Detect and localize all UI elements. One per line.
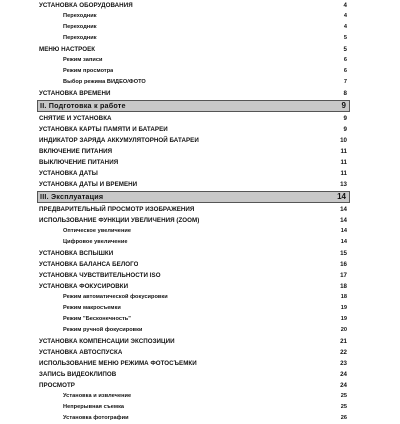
toc-entry-title: УСТАНОВКА ДАТЫ bbox=[39, 170, 98, 177]
toc-entry-page: 25 bbox=[340, 393, 347, 399]
toc-entry-page: 18 bbox=[340, 294, 347, 300]
toc-entry-page: 9 bbox=[341, 101, 346, 110]
toc-entry-title: Непрерывная съемка bbox=[63, 404, 125, 410]
toc-entry bbox=[37, 270, 350, 281]
toc-entry bbox=[37, 402, 350, 413]
toc-entry-title: Оптическое увеличение bbox=[63, 228, 132, 234]
toc-entry-page: 11 bbox=[340, 159, 347, 166]
toc-entry bbox=[37, 303, 350, 314]
toc-entry bbox=[37, 146, 350, 157]
toc-entry bbox=[37, 413, 350, 424]
toc-entry-title: Переходник bbox=[63, 13, 97, 19]
toc-entry-title: ИСПОЛЬЗОВАНИЕ ФУНКЦИИ УВЕЛИЧЕНИЯ (ZOOM) bbox=[39, 217, 200, 224]
toc-entry bbox=[37, 336, 350, 347]
toc-entry-title: III. Эксплуатация bbox=[40, 192, 104, 201]
toc-entry bbox=[37, 380, 350, 391]
toc-entry-title: УСТАНОВКА ЧУВСТВИТЕЛЬНОСТИ ISO bbox=[39, 272, 161, 279]
toc-entry bbox=[37, 124, 350, 135]
toc-entry-page: 23 bbox=[340, 360, 347, 367]
toc-entry-title: Переходник bbox=[63, 24, 97, 30]
toc-entry bbox=[37, 292, 350, 303]
toc-entry-title: Режим "Бесконечность" bbox=[63, 316, 131, 322]
toc-entry bbox=[37, 347, 350, 358]
toc-entry bbox=[37, 11, 350, 22]
toc-entry bbox=[37, 55, 350, 66]
toc-entry bbox=[37, 314, 350, 325]
toc-entry-title: Режим просмотра bbox=[63, 68, 114, 74]
toc-entry-page: 14 bbox=[340, 228, 347, 234]
toc-entry-page: 17 bbox=[340, 272, 347, 279]
toc-entry-title: ИСПОЛЬЗОВАНИЕ МЕНЮ РЕЖИМА ФОТОСЪЕМКИ bbox=[39, 360, 197, 367]
toc-entry-page: 25 bbox=[340, 404, 347, 410]
toc-entry-page: 14 bbox=[340, 206, 347, 213]
toc-entry-page: 4 bbox=[343, 13, 347, 19]
toc-entry bbox=[37, 77, 350, 88]
toc-entry bbox=[37, 135, 350, 146]
toc-entry-page: 22 bbox=[340, 349, 347, 356]
toc-entry-page: 19 bbox=[340, 316, 347, 322]
toc-entry-page: 11 bbox=[340, 170, 347, 177]
toc-entry-page: 26 bbox=[340, 415, 347, 421]
toc-entry-page: 13 bbox=[340, 181, 347, 188]
toc-entry-page: 4 bbox=[343, 24, 347, 30]
toc-entry bbox=[37, 168, 350, 179]
toc-entry-page: 11 bbox=[340, 148, 347, 155]
toc-entry-title: Режим автоматической фокусировки bbox=[63, 294, 168, 300]
toc-entry-page: 9 bbox=[343, 115, 347, 122]
toc-entry-title: ВЫКЛЮЧЕНИЕ ПИТАНИЯ bbox=[39, 159, 119, 166]
toc-entry-title: Переходник bbox=[63, 35, 97, 41]
toc-entry-page: 18 bbox=[340, 283, 347, 290]
toc-entry-title: УСТАНОВКА БАЛАНСА БЕЛОГО bbox=[39, 261, 139, 268]
toc-entry-page: 8 bbox=[343, 90, 347, 97]
toc-entry bbox=[37, 113, 350, 124]
toc-entry-title: Режим записи bbox=[63, 57, 103, 63]
toc-entry-title: УСТАНОВКА АВТОСПУСКА bbox=[39, 349, 123, 356]
toc-entry bbox=[37, 22, 350, 33]
toc-entry-page: 19 bbox=[340, 305, 347, 311]
toc-entry-title: УСТАНОВКА ВРЕМЕНИ bbox=[39, 90, 111, 97]
toc-entry-title: УСТАНОВКА ОБОРУДОВАНИЯ bbox=[39, 2, 133, 9]
toc-entry-title: Установка фотографии bbox=[63, 415, 129, 421]
toc-entry-title: Режим макросъемки bbox=[63, 305, 121, 311]
toc-entry-page: 6 bbox=[343, 68, 347, 74]
toc-entry bbox=[37, 33, 350, 44]
toc-entry-page: 24 bbox=[340, 382, 347, 389]
toc-entry-page: 15 bbox=[340, 250, 347, 257]
table-of-contents bbox=[37, 0, 350, 424]
toc-entry-page: 14 bbox=[340, 239, 347, 245]
toc-entry bbox=[37, 325, 350, 336]
toc-entry-title: УСТАНОВКА ВСПЫШКИ bbox=[39, 250, 114, 257]
toc-entry-page: 10 bbox=[340, 137, 347, 144]
toc-entry-title: ИНДИКАТОР ЗАРЯДА АККУМУЛЯТОРНОЙ БАТАРЕИ bbox=[39, 137, 199, 144]
toc-entry-title: Выбор режима ВИДЕО/ФОТО bbox=[63, 79, 146, 85]
toc-entry bbox=[37, 281, 350, 292]
toc-entry-title: Установка и извлечение bbox=[63, 393, 132, 399]
toc-entry-title: ПРОСМОТР bbox=[39, 382, 75, 389]
toc-entry-title: II. Подготовка к работе bbox=[40, 101, 126, 110]
toc-entry bbox=[37, 215, 350, 226]
toc-entry-title: Режим ручной фокусировки bbox=[63, 327, 143, 333]
toc-entry-page: 14 bbox=[340, 217, 347, 224]
toc-entry bbox=[37, 226, 350, 237]
toc-entry-title: Цифровое увеличение bbox=[63, 239, 128, 245]
toc-entry-page: 20 bbox=[340, 327, 347, 333]
toc-entry bbox=[37, 204, 350, 215]
toc-entry-page: 16 bbox=[340, 261, 347, 268]
toc-entry-title: УСТАНОВКА КОМПЕНСАЦИИ ЭКСПОЗИЦИИ bbox=[39, 338, 175, 345]
toc-entry-page: 7 bbox=[343, 79, 347, 85]
toc-entry-title: УСТАНОВКА КАРТЫ ПАМЯТИ И БАТАРЕИ bbox=[39, 126, 168, 133]
toc-entry-page: 24 bbox=[340, 371, 347, 378]
toc-entry bbox=[37, 369, 350, 380]
toc-entry-page: 21 bbox=[340, 338, 347, 345]
toc-entry bbox=[37, 248, 350, 259]
toc-entry-page: 5 bbox=[343, 35, 347, 41]
toc-entry bbox=[37, 44, 350, 55]
toc-entry-page: 5 bbox=[343, 46, 347, 53]
toc-entry-title: ВКЛЮЧЕНИЕ ПИТАНИЯ bbox=[39, 148, 113, 155]
toc-entry-title: ПРЕДВАРИТЕЛЬНЫЙ ПРОСМОТР ИЗОБРАЖЕНИЯ bbox=[39, 206, 195, 213]
toc-section-row bbox=[37, 100, 350, 112]
toc-entry bbox=[37, 88, 350, 99]
toc-entry-title: ЗАПИСЬ ВИДЕОКЛИПОВ bbox=[39, 371, 117, 378]
toc-entry bbox=[37, 358, 350, 369]
toc-entry-title: СНЯТИЕ И УСТАНОВКА bbox=[39, 115, 112, 122]
toc-entry bbox=[37, 0, 350, 11]
toc-entry-page: 4 bbox=[343, 2, 347, 9]
toc-entry bbox=[37, 157, 350, 168]
toc-entry bbox=[37, 66, 350, 77]
toc-entry-page: 6 bbox=[343, 57, 347, 63]
toc-entry bbox=[37, 237, 350, 248]
toc-entry-title: УСТАНОВКА ФОКУСИРОВКИ bbox=[39, 283, 129, 290]
toc-entry-title: УСТАНОВКА ДАТЫ И ВРЕМЕНИ bbox=[39, 181, 138, 188]
toc-entry-page: 9 bbox=[343, 126, 347, 133]
toc-entry-title: МЕНЮ НАСТРОЕК bbox=[39, 46, 96, 53]
toc-entry-page: 14 bbox=[337, 192, 346, 201]
toc-entry bbox=[37, 391, 350, 402]
toc-section-row bbox=[37, 191, 350, 203]
toc-entry bbox=[37, 259, 350, 270]
toc-entry bbox=[37, 179, 350, 190]
